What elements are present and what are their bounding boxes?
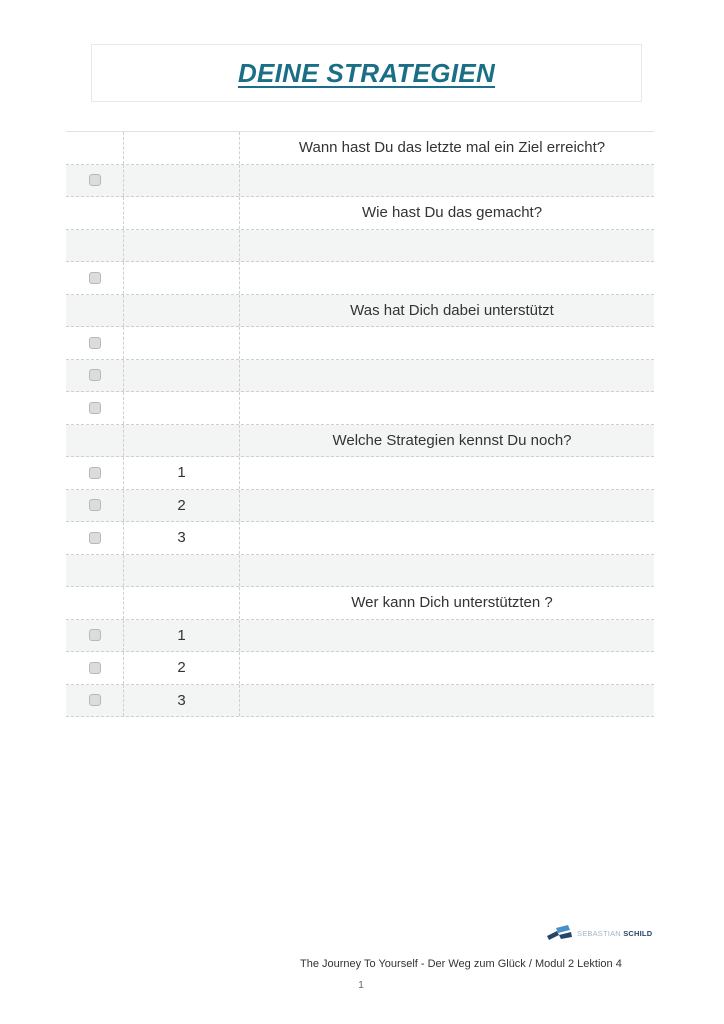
table-row (66, 197, 654, 230)
number-cell (124, 230, 240, 262)
checkbox[interactable] (89, 369, 101, 381)
number-cell: 1 (124, 457, 240, 489)
number-cell (124, 197, 240, 229)
checkbox[interactable] (89, 174, 101, 186)
answer-cell[interactable] (240, 392, 654, 424)
checkbox-cell (66, 522, 124, 554)
checkbox-cell (66, 197, 124, 229)
question-text: Was hat Dich dabei unterstützt (350, 301, 554, 319)
answer-cell[interactable] (240, 262, 654, 294)
checkbox-cell (66, 620, 124, 652)
page-number: 1 (358, 980, 364, 991)
checkbox-cell (66, 425, 124, 457)
number-cell (124, 132, 240, 164)
checkbox-cell (66, 392, 124, 424)
checkbox-cell (66, 457, 124, 489)
logo-last-name: SCHILD (623, 928, 653, 938)
answer-cell[interactable] (240, 522, 654, 554)
number-cell (124, 425, 240, 457)
checkbox[interactable] (89, 662, 101, 674)
table-row (66, 555, 654, 588)
checkbox[interactable] (89, 467, 101, 479)
number-cell (124, 262, 240, 294)
checkbox[interactable] (89, 629, 101, 641)
table-row (66, 165, 654, 198)
table-row (66, 457, 654, 490)
table-row (66, 230, 654, 263)
answer-cell[interactable] (240, 360, 654, 392)
number-cell (124, 360, 240, 392)
number-cell (124, 555, 240, 587)
checkbox-cell (66, 652, 124, 684)
checkbox[interactable] (89, 402, 101, 414)
table-row (66, 327, 654, 360)
checkbox-cell (66, 132, 124, 164)
number-cell (124, 587, 240, 619)
checkbox[interactable] (89, 337, 101, 349)
answer-cell[interactable] (240, 620, 654, 652)
table-row (66, 262, 654, 295)
checkbox[interactable] (89, 694, 101, 706)
answer-cell[interactable] (240, 230, 654, 262)
answer-cell[interactable] (240, 165, 654, 197)
table-row (66, 490, 654, 523)
checkbox-cell (66, 490, 124, 522)
table-row (66, 587, 654, 620)
table-row (66, 425, 654, 458)
question-text: Wie hast Du das gemacht? (361, 204, 543, 222)
checkbox-cell (66, 165, 124, 197)
checkbox[interactable] (89, 532, 101, 544)
number-cell: 3 (124, 522, 240, 554)
table-row (66, 685, 654, 718)
number-cell (124, 295, 240, 327)
table-row (66, 522, 654, 555)
checkbox[interactable] (89, 499, 101, 511)
number-cell: 2 (124, 490, 240, 522)
answer-cell[interactable] (240, 490, 654, 522)
answer-cell[interactable] (240, 327, 654, 359)
logo (544, 919, 656, 947)
checkbox-cell (66, 327, 124, 359)
number-cell: 3 (124, 685, 240, 717)
answer-cell[interactable] (240, 457, 654, 489)
checkbox-cell (66, 587, 124, 619)
checkbox[interactable] (89, 272, 101, 284)
number-cell (124, 327, 240, 359)
strategies-table (66, 131, 654, 717)
answer-cell[interactable] (240, 685, 654, 717)
checkbox-cell (66, 230, 124, 262)
logo-first-name: SEBASTIAN (577, 928, 621, 938)
number-cell (124, 165, 240, 197)
question-text: Welche Strategien kennst Du noch? (332, 431, 572, 449)
logo-icon (544, 922, 574, 944)
table-row (66, 360, 654, 393)
table-row (66, 132, 654, 165)
logo-text (577, 929, 652, 938)
question-text: Wer kann Dich unterstützten ? (351, 594, 553, 612)
table-row (66, 295, 654, 328)
number-cell: 1 (124, 620, 240, 652)
table-row (66, 620, 654, 653)
checkbox-cell (66, 555, 124, 587)
footer-text: The Journey To Yourself - Der Weg zum Glück / Modul 2 Lektion 4 (300, 958, 622, 970)
table-row (66, 652, 654, 685)
number-cell: 2 (124, 652, 240, 684)
title-box (91, 44, 642, 102)
checkbox-cell (66, 685, 124, 717)
checkbox-cell (66, 360, 124, 392)
checkbox-cell (66, 262, 124, 294)
page-title: DEINE STRATEGIEN (237, 57, 496, 88)
answer-cell[interactable] (240, 555, 654, 587)
checkbox-cell (66, 295, 124, 327)
answer-cell[interactable] (240, 652, 654, 684)
number-cell (124, 392, 240, 424)
question-text: Wann hast Du das letzte mal ein Ziel erreicht? (298, 139, 606, 157)
table-row (66, 392, 654, 425)
